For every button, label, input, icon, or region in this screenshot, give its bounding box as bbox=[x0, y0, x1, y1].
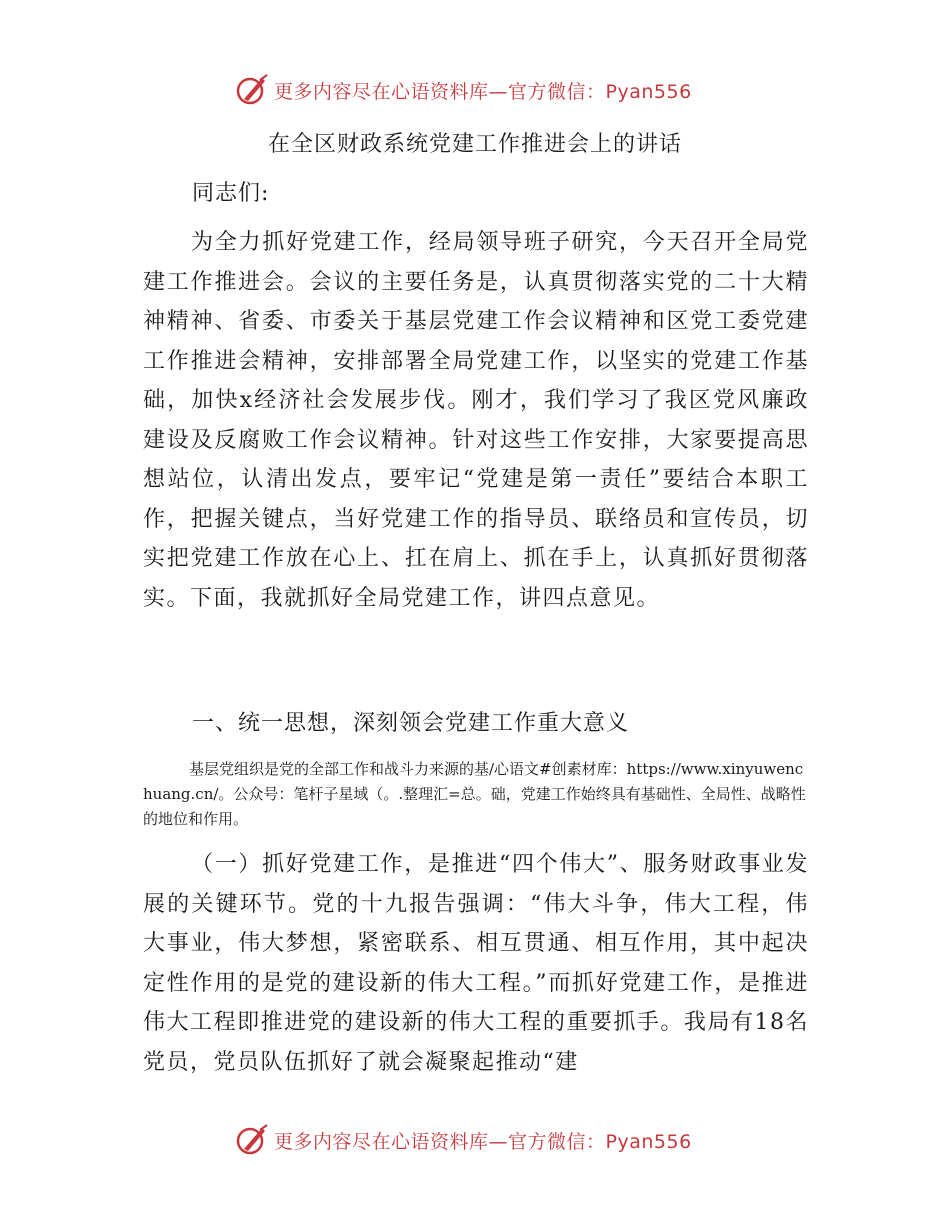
section-heading-1: 一、统一思想，深刻领会党建工作重大意义 bbox=[192, 711, 630, 736]
footer-watermark bbox=[234, 1122, 692, 1158]
greeting: 同志们: bbox=[192, 181, 270, 206]
paragraph-section-1-1: （一）抓好党建工作，是推进“四个伟大”、服务财政事业发展的关键环节。党的十九报告强调：“伟大斗争，伟大工程，伟大事业，伟大梦想，紧密联系、相互贯通、相互作用，其中起决定性作用的是党的建设新的伟大工程。”而抓好党建工作，是推进伟大工程即推进党的建设新的伟大工程的重要抓手。我局有18名党员，党员队伍抓好了就会凝聚起推动“建 bbox=[143, 852, 809, 1075]
watermark-text: 更多内容尽在心语资料库—官方微信：Pyan556 bbox=[274, 1130, 692, 1153]
paragraph-intro: 为全力抓好党建工作，经局领导班子研究，今天召开全局党建工作推进会。会议的主要任务是，认真贯彻落实党的二十大精神精神、省委、市委关于基层党建工作会议精神和区党工委党建工作推进会精神，安排部署全局党建工作，以坚实的党建工作基础，加快x经济社会发展步伐。刚才，我们学习了我区党风廉政建设及反腐败工作会议精神。针对这些工作安排，大家要提高思想站位，认清出发点，要牢记“党建是第一责任”要结合本职工作，把握关键点，当好党建工作的指导员、联络员和宣传员，切实把党建工作放在心上、扛在肩上、抓在手上，认真抓好贯彻落实。下面，我就抓好全局党建工作，讲四点意见。 bbox=[143, 230, 809, 611]
document-title: 在全区财政系统党建工作推进会上的讲话 bbox=[267, 132, 682, 157]
paragraph-small: 基层党组织是党的全部工作和战斗力来源的基/心语文#创素材库：https://www.xinyuwenchuang.cn/。公众号：笔杆子星域（。.整理汇=总。础，党建工作始终具有基础性、全局性、战略性的地位和作用。 bbox=[143, 760, 806, 828]
header-watermark bbox=[234, 72, 692, 108]
watermark-text: 更多内容尽在心语资料库—官方微信：Pyan556 bbox=[274, 80, 692, 103]
quill-pen-circle-icon bbox=[234, 72, 270, 108]
quill-pen-circle-icon bbox=[234, 1122, 270, 1158]
